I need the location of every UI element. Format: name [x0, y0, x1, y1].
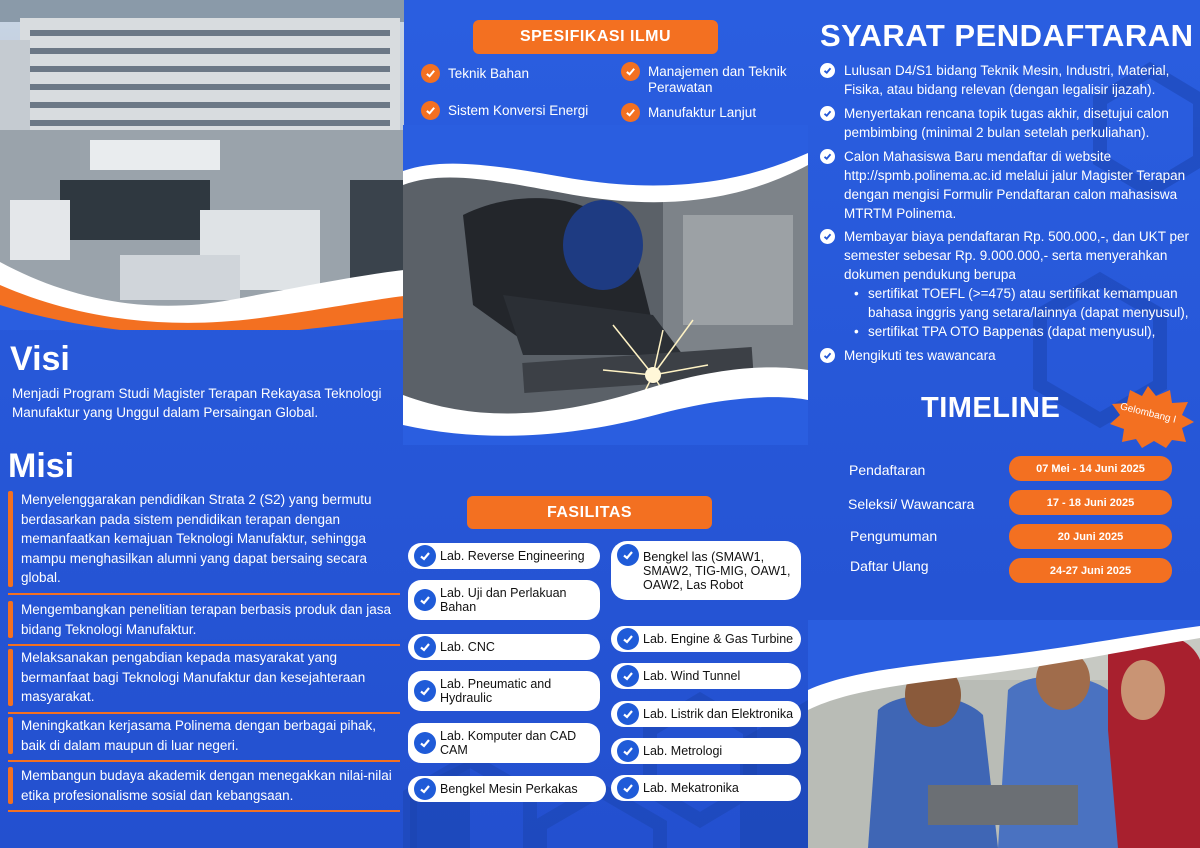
spec-item-label: Sistem Konversi Energi [448, 103, 589, 118]
facility-item [408, 776, 606, 802]
requirement-item [820, 147, 1192, 223]
spec-item-label: Teknik Bahan [448, 66, 530, 81]
requirement-text: Calon Mahasiswa Baru mendaftar di website http://spmb.polinema.ac.id melalui jalur Magister Terapan dengan mengisi Formulir Pendaftaran calon mahasiswa MTRTM Polinema. [844, 149, 1186, 221]
check-icon [820, 348, 835, 363]
spec-item-label: Manufaktur Lanjut [648, 105, 757, 120]
facility-label: Lab. Metrologi [643, 744, 723, 758]
facility-label: Lab. CNC [440, 640, 495, 654]
check-icon [820, 106, 835, 121]
spec-item-label: Manajemen dan Teknik Perawatan [648, 64, 787, 95]
visi-text: Menjadi Program Studi Magister Terapan Rekayasa Teknologi Manufaktur yang Unggul dalam Persaingan Global. [12, 386, 382, 420]
facility-label: Bengkel las (SMAW1, SMAW2, TIG-MIG, OAW1, OAW2, Las Robot [643, 549, 791, 592]
check-icon [820, 229, 835, 244]
check-icon [617, 665, 639, 687]
misi-item: Mengembangkan penelitian terapan berbasis produk dan jasa bidang Teknologi Manufaktur. [8, 600, 400, 639]
visi-title: Visi [10, 340, 70, 378]
requirement-text: Menyertakan rencana topik tugas akhir, disetujui calon pembimbing (minimal 2 bulan setelah perkuliahan). [844, 106, 1169, 140]
spesifikasi-ilmu-title: SPESIFIKASI ILMU [473, 20, 718, 54]
supporting-document-item: • sertifikat TOEFL (>=475) atau sertifikat kemampuan bahasa inggris yang setara/lainnya (dapat menyusul), [854, 284, 1192, 322]
misi-item: Menyelenggarakan pendidikan Strata 2 (S2) yang bermutu berdasarkan pada sistem pendidikan terapan dengan memanfaatkan kemajuan Teknologi Manufaktur, sehingga mampu menghasilkan alumni yang dapat bersaing secara global. [8, 490, 400, 588]
check-icon [617, 777, 639, 799]
facility-label: Lab. Reverse Engineering [440, 549, 585, 563]
facility-item [611, 663, 801, 689]
facility-label: Lab. Engine & Gas Turbine [643, 632, 794, 646]
timeline-label: Pendaftaran [849, 462, 926, 478]
gelombang-badge [1102, 386, 1194, 448]
facility-item [611, 626, 801, 652]
welding-photo [403, 125, 808, 445]
facility-label: Lab. Komputer dan CAD CAM [440, 729, 577, 757]
supporting-document-item: • sertifikat TPA OTO Bappenas (dapat menyusul), [854, 322, 1192, 341]
facility-label: Lab. Uji dan Perlakuan Bahan [440, 586, 567, 614]
requirement-text: Mengikuti tes wawancara [844, 348, 996, 363]
supporting-documents-list [844, 284, 1192, 341]
facility-item [408, 723, 600, 763]
misi-item: Membangun budaya akademik dengan menegakkan nilai-nilai etika profesionalisme sosial dan kebangsaan. [8, 766, 400, 805]
spec-item [421, 66, 601, 83]
check-icon [820, 149, 835, 164]
check-icon [414, 589, 436, 611]
campus-building-photo [0, 0, 404, 330]
check-icon [414, 778, 436, 800]
misi-item: Melaksanakan pengabdian kepada masyarakat yang bermanfaat bagi Teknologi Manufaktur dan kesejahteraan masyarakat. [8, 648, 400, 707]
check-icon [617, 740, 639, 762]
check-icon [621, 62, 640, 81]
requirement-item [820, 346, 1192, 365]
facility-label: Lab. Pneumatic and Hydraulic [440, 677, 552, 705]
misi-item: Meningkatkan kerjasama Polinema dengan berbagai pihak, baik di dalam maupun di luar negeri. [8, 716, 400, 755]
fasilitas-title: FASILITAS [467, 496, 712, 529]
facility-label: Lab. Mekatronika [643, 781, 739, 795]
timeline-date: 20 Juni 2025 [1009, 524, 1172, 549]
check-icon [421, 64, 440, 83]
timeline-label: Pengumuman [850, 528, 938, 544]
check-icon [414, 636, 436, 658]
requirement-item [820, 61, 1192, 99]
timeline-label: Seleksi/ Wawancara [848, 496, 975, 512]
facility-item [408, 543, 600, 569]
facility-label: Lab. Wind Tunnel [643, 669, 741, 683]
check-icon [414, 732, 436, 754]
facility-item [408, 634, 600, 660]
requirement-item [820, 227, 1192, 341]
facility-item [408, 580, 600, 620]
facility-item [611, 541, 801, 600]
timeline-title: TIMELINE [921, 392, 1061, 424]
facility-label: Bengkel Mesin Perkakas [440, 782, 578, 796]
misi-title: Misi [8, 447, 75, 485]
requirement-item [820, 104, 1192, 142]
check-icon [621, 103, 640, 122]
gelombang-label: Gelombang I [1118, 401, 1178, 426]
check-icon [617, 544, 639, 566]
check-icon [617, 628, 639, 650]
requirement-text: Membayar biaya pendaftaran Rp. 500.000,-, dan UKT per semester sebesar Rp. 9.000.000,- serta menyerahkan dokumen pendukung berupa [844, 229, 1189, 282]
facility-label: Lab. Listrik dan Elektronika [643, 707, 794, 721]
check-icon [820, 63, 835, 78]
facility-item [408, 671, 600, 711]
check-icon [414, 680, 436, 702]
timeline-label: Daftar Ulang [850, 558, 929, 574]
facility-item [611, 775, 801, 801]
timeline-date: 17 - 18 Juni 2025 [1009, 490, 1172, 515]
facility-item [611, 738, 801, 764]
spec-item [421, 103, 611, 120]
check-icon [421, 101, 440, 120]
spec-item [621, 64, 801, 96]
check-icon [617, 703, 639, 725]
check-icon [414, 545, 436, 567]
students-lab-photo [808, 620, 1200, 848]
syarat-pendaftaran-title: SYARAT PENDAFTARAN [820, 18, 1194, 53]
requirement-text: Lulusan D4/S1 bidang Teknik Mesin, Industri, Material, Fisika, atau bidang relevan (dengan legalisir ijazah). [844, 63, 1170, 97]
spec-item [621, 105, 801, 122]
timeline-date: 07 Mei - 14 Juni 2025 [1009, 456, 1172, 481]
facility-item [611, 701, 801, 727]
timeline-date: 24-27 Juni 2025 [1009, 558, 1172, 583]
